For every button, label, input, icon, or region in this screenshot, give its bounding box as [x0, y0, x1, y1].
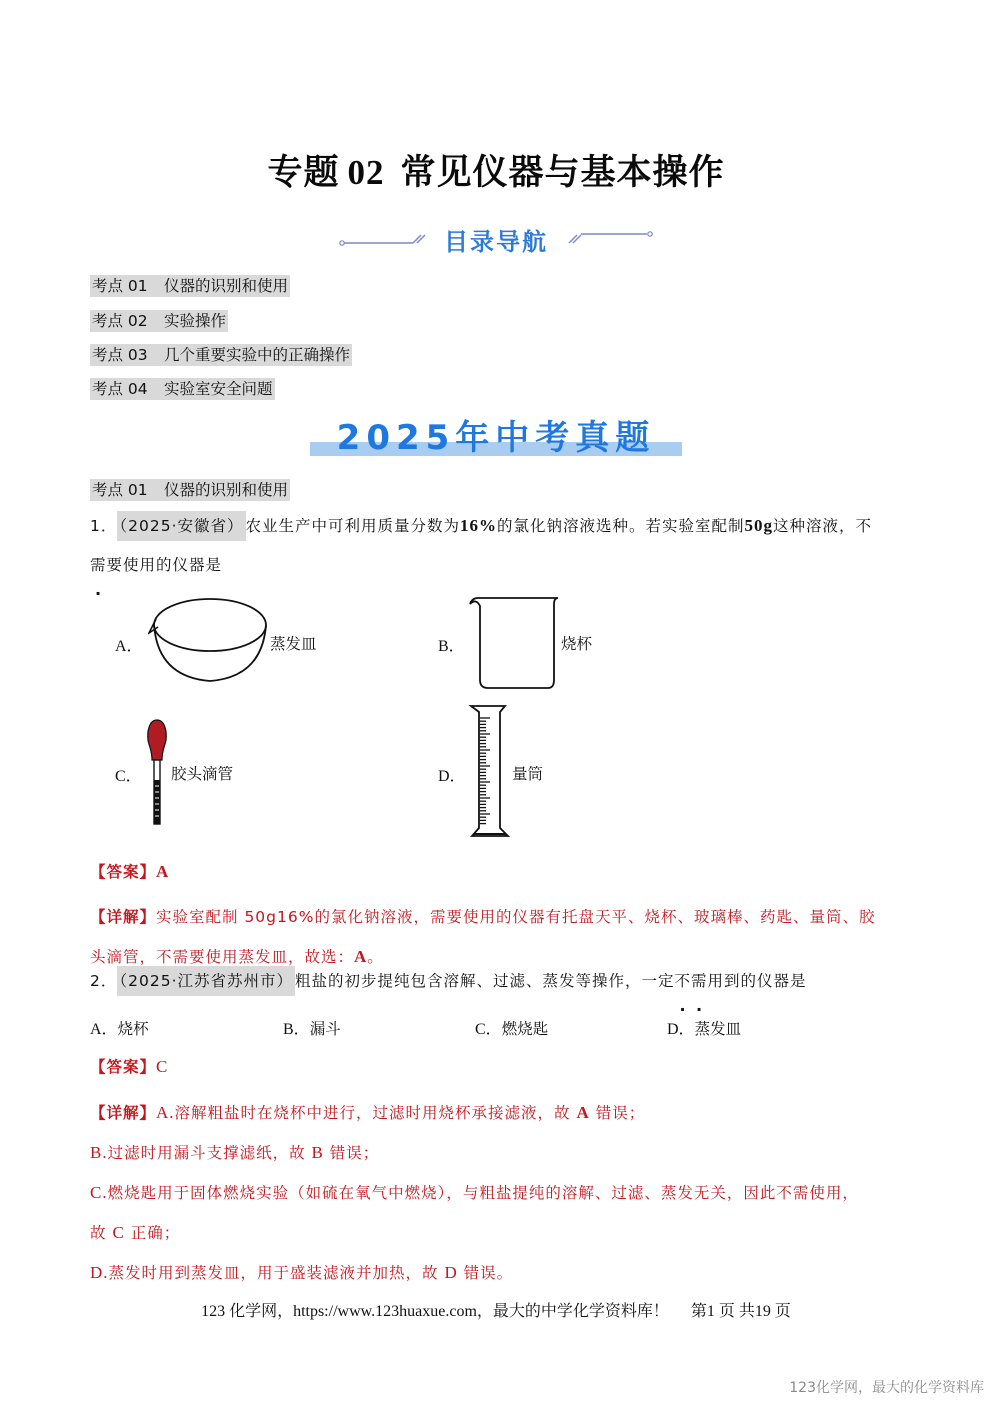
evaporating-dish-icon	[148, 597, 270, 685]
q2-option-d[interactable]	[667, 1016, 741, 1039]
question-text: 这种溶液，不	[773, 517, 873, 535]
toc-key: 考点 04	[92, 380, 148, 398]
toc-item[interactable]	[90, 378, 275, 400]
option-a-label: 蒸发皿	[270, 635, 317, 653]
question-bold-value: 50g	[744, 516, 774, 535]
title-main: 常见仪器与基本操作	[400, 153, 725, 193]
toc-key: 考点 02	[92, 312, 148, 330]
toc-item[interactable]	[90, 344, 352, 366]
answer-2	[90, 1055, 168, 1077]
dropper-icon	[145, 718, 169, 826]
question-source: （2025·江苏省苏州市）	[117, 966, 295, 996]
question-number: 2．	[90, 972, 118, 990]
option-letter: B．	[283, 1021, 310, 1038]
banner-text: 2025年中考真题	[336, 418, 656, 458]
option-letter: A．	[115, 638, 143, 655]
toc-item[interactable]	[90, 310, 228, 332]
section-key: 考点 01	[92, 481, 148, 499]
q2-option-a[interactable]	[90, 1016, 149, 1039]
detail-value: B	[311, 1143, 324, 1162]
question-text: 的氯化钠溶液选种。若实验室配制	[497, 517, 745, 535]
emphasis-char: 需	[691, 972, 708, 990]
option-letter: A．	[90, 1021, 118, 1038]
detail-text: 错误；	[323, 1144, 380, 1162]
toc-label: 实验操作	[164, 312, 227, 330]
answer-1	[90, 860, 169, 882]
detail-2	[90, 1093, 920, 1293]
answer-tag: 【答案】	[90, 1058, 157, 1076]
emphasis-char: 不	[674, 972, 692, 990]
footer-site-text: 123 化学网，https://www.123huaxue.com，最大的中学化学资料库！	[201, 1303, 669, 1320]
answer-value: A	[156, 862, 170, 881]
question-source: （2025·安徽省）	[117, 511, 245, 541]
emphasis-char: 需	[90, 556, 107, 574]
toc-label: 几个重要实验中的正确操作	[164, 346, 351, 364]
option-letter: C．	[475, 1021, 502, 1038]
detail-value: A	[576, 1103, 590, 1122]
option-label: 蒸发皿	[694, 1020, 742, 1038]
detail-text: 蒸发时用到蒸发皿，用于盛装滤液并加热，故	[108, 1264, 445, 1282]
option-c-label: 胶头滴管	[171, 765, 234, 783]
beaker-icon	[466, 592, 560, 692]
question-bold-value: 16%	[460, 516, 498, 535]
option-d-label: 量筒	[512, 765, 544, 783]
q2-option-c[interactable]	[475, 1016, 548, 1039]
toc-label: 仪器的识别和使用	[164, 277, 289, 295]
section-heading	[90, 479, 290, 501]
graduated-cylinder-icon	[468, 704, 512, 840]
detail-value: A	[354, 947, 368, 966]
title-number: 02	[347, 153, 385, 192]
page-footer	[0, 1298, 992, 1321]
toc-label: 实验室安全问题	[164, 380, 273, 398]
toc-header	[335, 222, 657, 254]
detail-text: 。	[367, 948, 384, 966]
page-title	[0, 145, 992, 195]
question-text: 用到的仪器是	[707, 972, 807, 990]
page-number: 第1 页 共19 页	[690, 1303, 791, 1320]
question-text: 粗盐的初步提纯包含溶解、过滤、蒸发等操作，一定	[295, 972, 675, 990]
question-number: 1．	[90, 517, 118, 535]
detail-tag: 【详解】	[90, 908, 157, 926]
toc-key: 考点 01	[92, 277, 148, 295]
option-b[interactable]	[438, 633, 465, 656]
detail-text: 错误。	[457, 1264, 514, 1282]
toc-key: 考点 03	[92, 346, 148, 364]
option-label: 燃烧匙	[501, 1020, 549, 1038]
title-prefix: 专题	[267, 153, 340, 193]
detail-text: 燃烧匙用于固体燃烧实验（如硫在氧气中燃烧），与粗盐提纯的溶解、过滤、蒸发无关，因此不需使用，	[107, 1184, 859, 1202]
detail-lead: A.	[156, 1103, 175, 1122]
answer-value: C	[156, 1057, 169, 1076]
detail-text: 头滴管，不需要使用蒸发皿，故选：	[90, 948, 355, 966]
detail-tag: 【详解】	[90, 1104, 157, 1122]
question-1	[90, 506, 910, 585]
toc-item[interactable]	[90, 275, 290, 297]
option-d[interactable]	[438, 763, 466, 786]
option-label: 漏斗	[309, 1020, 341, 1038]
option-a[interactable]	[115, 633, 143, 656]
option-c[interactable]	[115, 763, 142, 786]
detail-text: 错误；	[589, 1104, 646, 1122]
detail-text: 正确；	[124, 1224, 181, 1242]
question-2	[90, 962, 910, 1001]
detail-text: 过滤时用漏斗支撑滤纸，故	[107, 1144, 312, 1162]
detail-lead: C.	[90, 1183, 108, 1202]
detail-lead: B.	[90, 1143, 108, 1162]
detail-text: 故	[90, 1224, 113, 1242]
detail-text: 实验室配制 50g16%的氯化钠溶液，需要使用的仪器有托盘天平、烧杯、玻璃棒、药匙、量筒、胶	[156, 908, 876, 926]
answer-tag: 【答案】	[90, 863, 157, 881]
option-label: 烧杯	[117, 1020, 149, 1038]
watermark: 123化学网，最大的化学资料库	[789, 1380, 984, 1396]
option-letter: C．	[115, 768, 142, 785]
section-label: 仪器的识别和使用	[164, 481, 289, 499]
option-b-label: 烧杯	[561, 635, 593, 653]
detail-value: C	[112, 1223, 125, 1242]
q2-option-b[interactable]	[283, 1016, 341, 1039]
option-letter: D．	[667, 1021, 695, 1038]
option-letter: B．	[438, 638, 465, 655]
option-letter: D．	[438, 768, 466, 785]
toc-header-label: 目录导航	[444, 228, 548, 256]
question-text: 要使用的仪器是	[106, 556, 223, 574]
question-text: 农业生产中可利用质量分数为	[245, 517, 461, 535]
detail-text: 溶解粗盐时在烧杯中进行，过滤时用烧杯承接滤液，故	[174, 1104, 577, 1122]
detail-lead: D.	[90, 1263, 109, 1282]
detail-value: D	[444, 1263, 458, 1282]
exam-banner	[310, 410, 682, 458]
